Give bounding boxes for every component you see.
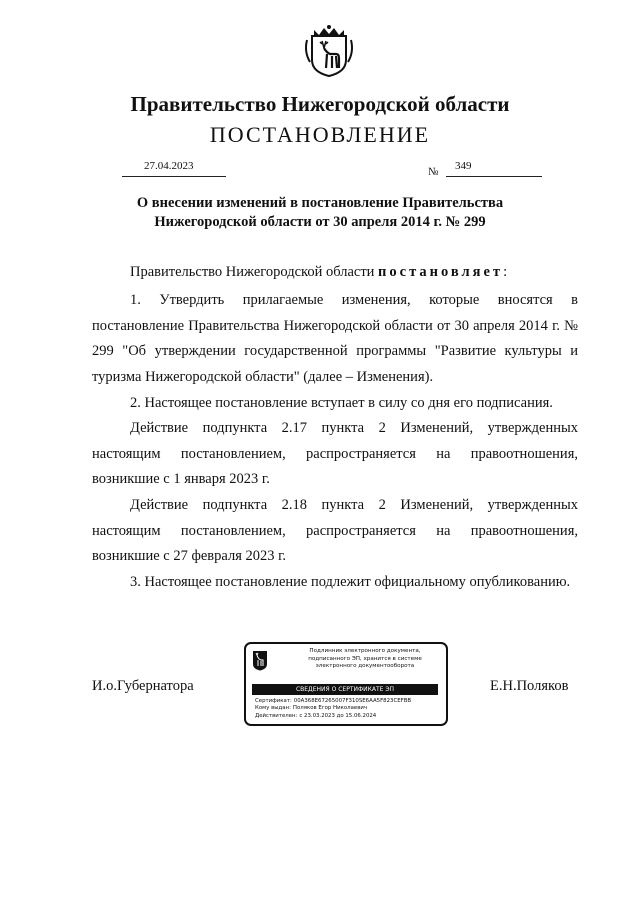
signer-role: И.о.Губернатора <box>92 678 194 694</box>
intro-suffix: : <box>503 264 508 280</box>
document-type: ПОСТАНОВЛЕНИЕ <box>209 122 431 147</box>
issued-label: Кому выдан: <box>255 705 291 712</box>
valid-row <box>253 713 411 720</box>
intro-emphasis: постановляет <box>378 264 504 280</box>
document-date: 27.04.2023 <box>144 160 194 172</box>
document-number: 349 <box>455 160 472 172</box>
certificate-details <box>253 698 411 720</box>
certificate-label: Сертификат: <box>255 698 292 704</box>
paragraph-1: 1. Утвердить прилагаемые изменения, которые вносятся в постановление Правительства Нижегородской области от 30 апреля 2014 г. № 299 "Об утверждении государственной программы "Развитие культуры и туризма Нижегородской области" (далее – Изменения). <box>92 292 578 385</box>
paragraph-5: 3. Настоящее постановление подлежит официальному опубликованию. <box>130 574 571 590</box>
paragraph-2: 2. Настоящее постановление вступает в силу со дня его подписания. <box>130 395 553 411</box>
paragraph-3: Действие подпункта 2.17 пункта 2 Изменений, утвержденных настоящим постановлением, распространяется на правоотношения, возникшие с 1 января 2023 г. <box>92 420 578 487</box>
issued-value: Поляков Егор Николаевич <box>292 705 368 712</box>
issued-row <box>253 705 411 712</box>
certificate-banner: СВЕДЕНИЯ О СЕРТИФИКАТЕ ЭП <box>252 684 438 695</box>
coat-of-arms-icon <box>302 24 356 78</box>
certificate-value: 00A368E67265007F310SE6AA5F823CEFBB <box>293 698 412 704</box>
deer-emblem-icon <box>252 650 268 671</box>
paragraph-4: Действие подпункта 2.18 пункта 2 Изменений, утвержденных настоящим постановлением, распространяется на правоотношения, возникшие с 27 февраля 2023 г. <box>92 497 578 564</box>
number-sign: № <box>428 166 439 178</box>
certificate-row <box>253 698 411 705</box>
e-signature-stamp <box>244 642 448 726</box>
valid-value: с 23.03.2023 до 15.06.2024 <box>299 712 377 719</box>
intro-prefix: Правительство Нижегородской области <box>130 264 379 280</box>
valid-label: Действителен: <box>255 712 298 719</box>
e-signature-notice: Подлинник электронного документа, подписанного ЭП, хранится в системе электронного документооборота <box>308 648 422 669</box>
intro-paragraph <box>92 260 578 286</box>
organization-title: Правительство Нижегородской области <box>130 92 510 116</box>
signer-name: Е.Н.Поляков <box>490 678 569 694</box>
document-title: О внесении изменений в постановление Правительства Нижегородской области от 30 апреля 2014 г. № 299 <box>136 195 504 230</box>
